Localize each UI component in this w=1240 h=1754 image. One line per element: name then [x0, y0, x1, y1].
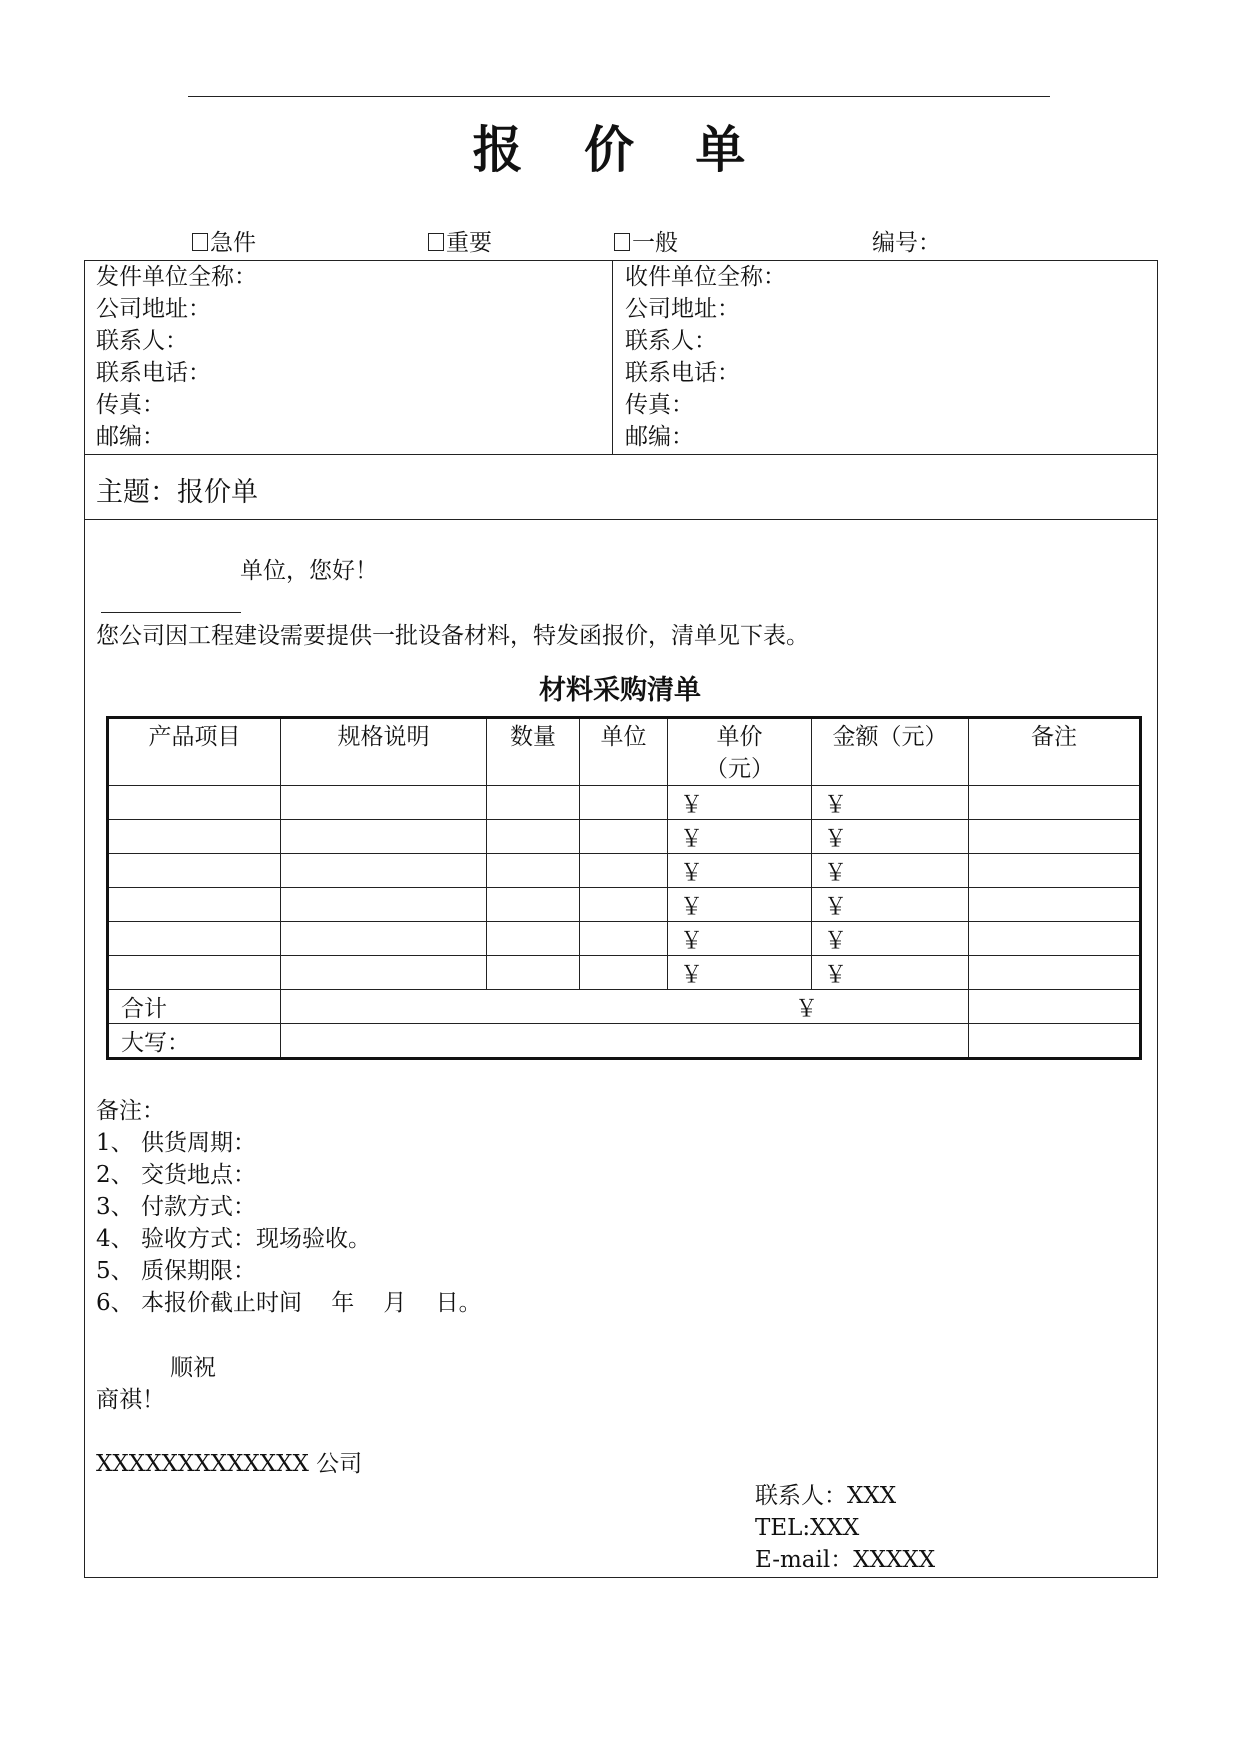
serial-number-label: 编号： [872, 230, 941, 256]
address-bottom-rule [84, 454, 1158, 455]
priority-urgent-label: 急件 [210, 230, 256, 256]
receiver-contact: 联系人： [625, 328, 717, 354]
sender-phone: 联系电话： [96, 360, 211, 386]
cell-qty[interactable] [487, 956, 580, 990]
recipient-blank-underline [101, 612, 241, 613]
cell-unit[interactable] [580, 820, 668, 854]
cell-unit-price[interactable]: ￥ [668, 888, 812, 922]
cell-amount[interactable]: ￥ [812, 820, 969, 854]
sender-contact: 联系人： [96, 328, 188, 354]
note-item: 4、 验收方式：现场验收。 [96, 1226, 371, 1252]
cell-product[interactable] [108, 956, 281, 990]
receiver-block [625, 261, 786, 453]
cell-product[interactable] [108, 922, 281, 956]
signature-company: XXXXXXXXXXXXX 公司 [96, 1451, 363, 1477]
cell-qty[interactable] [487, 854, 580, 888]
cell-qty[interactable] [487, 820, 580, 854]
cell-unit-price[interactable]: ￥ [668, 786, 812, 820]
note-item: 1、 供货周期： [96, 1130, 256, 1156]
receiver-fax: 传真： [625, 392, 694, 418]
cell-qty[interactable] [487, 922, 580, 956]
table-row [108, 888, 1141, 922]
closing-line2: 商祺！ [96, 1387, 165, 1413]
cell-remark[interactable] [969, 786, 1141, 820]
checkbox-icon[interactable] [614, 233, 630, 251]
table-header-row [108, 718, 1141, 786]
document-title: 报 价 单 [472, 121, 768, 179]
cell-spec[interactable] [281, 888, 487, 922]
total-row [108, 990, 1141, 1024]
capital-row [108, 1024, 1141, 1059]
cell-remark[interactable] [969, 922, 1141, 956]
cell-amount[interactable]: ￥ [812, 956, 969, 990]
capital-label: 大写： [108, 1024, 281, 1059]
cell-remark[interactable] [969, 888, 1141, 922]
header-spec: 规格说明 [281, 718, 487, 786]
cell-product[interactable] [108, 888, 281, 922]
sender-address: 公司地址： [96, 296, 211, 322]
header-amount: 金额（元） [812, 718, 969, 786]
cell-spec[interactable] [281, 786, 487, 820]
cell-unit[interactable] [580, 888, 668, 922]
cell-unit-price[interactable]: ￥ [668, 956, 812, 990]
capital-value[interactable] [281, 1024, 969, 1059]
cell-amount[interactable]: ￥ [812, 854, 969, 888]
cell-spec[interactable] [281, 956, 487, 990]
cell-unit[interactable] [580, 922, 668, 956]
cell-unit[interactable] [580, 956, 668, 990]
receiver-address: 公司地址： [625, 296, 740, 322]
signature-tel: TEL:XXX [755, 1515, 860, 1541]
header-unit: 单位 [580, 718, 668, 786]
header-unit-price [668, 718, 812, 786]
header-unit-price-line2: （元） [705, 756, 774, 782]
table-row [108, 956, 1141, 990]
cell-unit[interactable] [580, 786, 668, 820]
cell-qty[interactable] [487, 888, 580, 922]
header-rule [188, 96, 1050, 97]
priority-urgent[interactable] [192, 228, 256, 258]
priority-important-label: 重要 [446, 230, 492, 256]
cell-unit-price[interactable]: ￥ [668, 820, 812, 854]
table-row [108, 820, 1141, 854]
receiver-postcode: 邮编： [625, 424, 694, 450]
note-item: 2、 交货地点： [96, 1162, 256, 1188]
subject-bottom-rule [84, 519, 1158, 520]
cell-product[interactable] [108, 786, 281, 820]
checkbox-icon[interactable] [428, 233, 444, 251]
notes-section [96, 1095, 482, 1319]
sender-company-name: 发件单位全称： [96, 264, 257, 290]
cell-spec[interactable] [281, 854, 487, 888]
header-unit-price-line1: 单价 [716, 724, 763, 750]
total-label: 合计 [108, 990, 281, 1024]
capital-remark[interactable] [969, 1024, 1141, 1059]
total-value[interactable]: ￥ [281, 990, 969, 1024]
cell-remark[interactable] [969, 956, 1141, 990]
cell-amount[interactable]: ￥ [812, 786, 969, 820]
cell-unit-price[interactable]: ￥ [668, 854, 812, 888]
receiver-phone: 联系电话： [625, 360, 740, 386]
cell-product[interactable] [108, 854, 281, 888]
header-qty: 数量 [487, 718, 580, 786]
priority-normal-label: 一般 [632, 230, 678, 256]
cell-spec[interactable] [281, 922, 487, 956]
cell-unit-price[interactable]: ￥ [668, 922, 812, 956]
header-product: 产品项目 [108, 718, 281, 786]
priority-normal[interactable] [614, 228, 678, 258]
priority-important[interactable] [428, 228, 492, 258]
cell-unit[interactable] [580, 854, 668, 888]
subject-line: 主题：报价单 [96, 477, 258, 508]
header-remark: 备注 [969, 718, 1141, 786]
checkbox-icon[interactable] [192, 233, 208, 251]
sender-fax: 传真： [96, 392, 165, 418]
cell-qty[interactable] [487, 786, 580, 820]
closing-line1: 顺祝 [170, 1355, 216, 1381]
total-remark[interactable] [969, 990, 1141, 1024]
note-item: 6、 本报价截止时间 年 月 日。 [96, 1290, 482, 1316]
cell-remark[interactable] [969, 854, 1141, 888]
signature-email: E-mail：XXXXX [755, 1547, 936, 1573]
cell-amount[interactable]: ￥ [812, 888, 969, 922]
receiver-company-name: 收件单位全称： [625, 264, 786, 290]
table-row [108, 922, 1141, 956]
cell-product[interactable] [108, 820, 281, 854]
cell-amount[interactable]: ￥ [812, 922, 969, 956]
cell-remark[interactable] [969, 820, 1141, 854]
note-item: 5、 质保期限： [96, 1258, 256, 1284]
signature-contact-block [755, 1480, 935, 1576]
table-row [108, 854, 1141, 888]
materials-table [106, 716, 1142, 1060]
cell-spec[interactable] [281, 820, 487, 854]
sender-block [96, 261, 257, 453]
intro-paragraph: 您公司因工程建设需要提供一批设备材料，特发函报价，清单见下表。 [96, 623, 809, 649]
note-item: 3、 付款方式： [96, 1194, 256, 1220]
signature-contact: 联系人：XXX [755, 1483, 897, 1509]
notes-heading: 备注： [96, 1098, 165, 1124]
table-row [108, 786, 1141, 820]
greeting: 单位，您好！ [240, 558, 378, 584]
sender-postcode: 邮编： [96, 424, 165, 450]
address-divider [612, 260, 613, 455]
table-title: 材料采购清单 [539, 675, 701, 706]
